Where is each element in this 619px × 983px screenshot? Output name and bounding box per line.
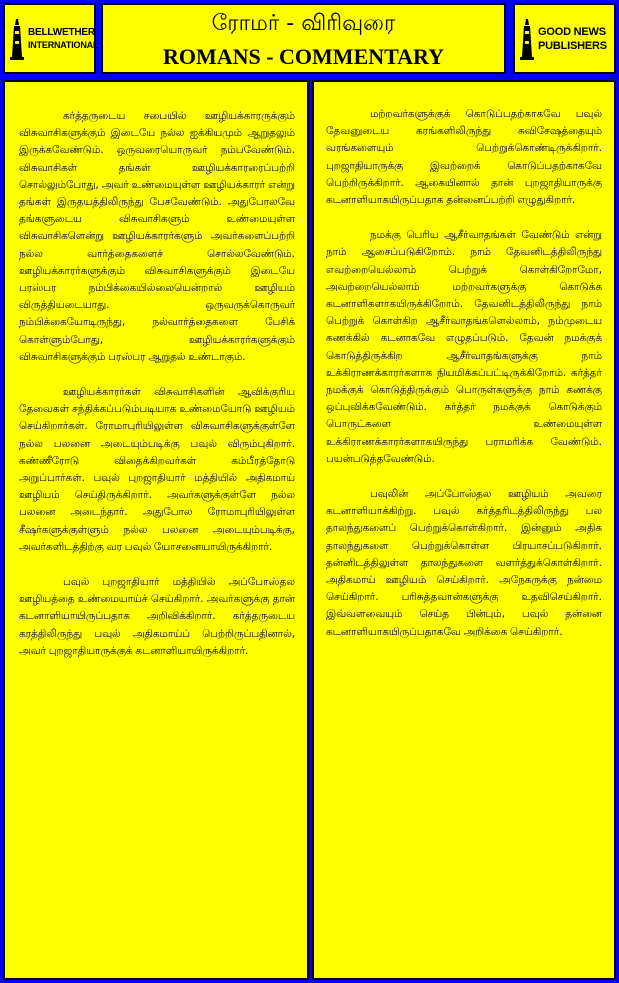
right-column	[312, 80, 616, 980]
title-box	[101, 3, 506, 74]
good-news-logo-box	[513, 3, 616, 74]
lighthouse-icon	[519, 17, 535, 61]
bellwether-logo-line1: BELLWETHER	[28, 26, 95, 38]
good-news-logo-line2: PUBLISHERS	[538, 39, 607, 52]
page-title-english: ROMANS - COMMENTARY	[162, 44, 445, 69]
bellwether-logo-box	[3, 3, 99, 74]
paragraph: பவுல் புறஜாதியார் மத்தியில் அப்போஸ்தல ஊழியத்தை உண்மையாய்ச் செய்கிறார். அவர்களுக்கு தான் கடனாளியாயிருப்பதாக அறிவிக்கிறார். கர்த்தருடைய கரத்திலிருந்து பவுல் அதிகமாய்ப் பெற்றிருப்பதினால், அவர் புறஜாதியாருக்குக் கடனாளியாயிருக்கிறார்.	[19, 576, 295, 657]
paragraph: ஊழியக்காரர்கள் விசுவாசிகளின் ஆவிக்குரிய தேவைகள் சந்திக்கப்படும்படியாக உண்மையோடு ஊழியம் செய்கிறார்கள். ரோமாபுரியிலுள்ள விசுவாசிகளுக்குள்ளே நல்ல பலனை அடையும்படிக்கு பவுல் விரும்புகிறார். கண்ணீரோடு விதைக்கிறவர்கள் கம்பீரத்தோடு அறுப்பார்கள். பவுல் புறஜாதியார் மத்தியில் அதிகமாய் ஊழியம் செய்திருக்கிறார். அவர்களுக்குள்ளே நல்ல பலனை அடைந்தார். அதுபோல ரோமாபுரியிலுள்ள சீஷர்களுக்குள்ளும் நல்ல பலனை அடையும்படிக்கு, அவர்களிடத்திற்கு வர பவுல் யோசனையாயிருக்கிறார்.	[19, 386, 295, 553]
left-column	[3, 80, 309, 980]
paragraph: நமக்கு பெரிய ஆசீர்வாதங்கள் வேண்டும் என்று நாம் ஆசைப்படுகிறோம். நாம் தேவனிடத்திலிருந்து எவற்றையெல்லாம் பெற்றுக் கொள்கிறோமோ, அவற்றையெல்லாம் மற்றவர்களுக்கு கொடுக்க கடனாளிகளாகயிருக்கிறோம். தேவனிடத்திலிருந்து நாம் பெற்றுக் கொள்கிற ஆசீர்வாதங்களெல்லாம், நம்முடைய கணக்கில் கடனாகவே எழுதப்படும். தேவன் நமக்குக் கொடுத்திருக்கிற ஆசீர்வாதங்களுக்கு நாம் உக்கிராணக்காரர்களாக நியமிக்கப்பட்டிருக்கிறோம். கர்த்தர் நமக்குக் கொடுத்திருக்கும் பொருள்களுக்கு நாம் கணக்கு ஒப்புவிக்கவேண்டும். கர்த்தர் நமக்குக் கொடுக்கும் பொருட்களை உண்மையுள்ள உக்கிராணக்காரர்களாகயிருந்து பராமரிக்க வேண்டும். பயன்படுத்தவேண்டும்.	[326, 229, 602, 465]
good-news-logo-line1: GOOD NEWS	[538, 25, 606, 38]
page-title-tamil: ரோமர் - விரிவுரை	[211, 11, 396, 36]
bellwether-logo-line2: INTERNATIONAL	[28, 39, 99, 50]
lighthouse-icon	[9, 17, 25, 61]
paragraph: மற்றவர்களுக்குக் கொடுப்பதற்காகவே பவுல் தேவனுடைய கரங்களிலிருந்து சுவிசேஷத்தையும் வரங்களையும் பெற்றுக்கொண்டிருக்கிறார். புறஜாதியாருக்கு இவற்றைக் கொடுப்பதற்காகவே பெற்றிருக்கிறார். ஆகையினால் தான் புறஜாதியாருக்கு கடனாளியாகயிருப்பதாக தன்னைப்பற்றி எழுதுகிறார்.	[326, 108, 602, 207]
paragraph: கர்த்தருடைய சபையில் ஊழியக்காரருக்கும் விசுவாசிகளுக்கும் இடையே நல்ல ஐக்கியமும் ஆறுதலும் இருக்கவேண்டும். ஒருவரையொருவர் நம்பவேண்டும். விசுவாசிகள் தங்கள் ஊழியக்காரரைப்பற்றி சொல்லும்போது, அவர் உண்மையுள்ள ஊழியக்காரர் என்று தங்கள் இருதயத்திலிருந்து பேசவேண்டும். அதுபோலவே தங்களுடைய விசுவாசிகளும் உண்மையுள்ள விசுவாசிகளென்று ஊழியக்காரர்களும் அவர்களைப்பற்றி நல்ல வார்த்தைகளைச் சொல்லவேண்டும். ஊழியக்காரர்களுக்கும் விசுவாசிகளுக்கும் இடையே பரஸ்பர நம்பிக்கையில்லையென்றால் ஊழியம் விருத்தியடையாது. ஒருவருக்கொருவர் நம்பிக்கையோடிருந்து, நல்வார்த்தைகளை பேசிக் கொள்ளும்போது, ஊழியக்காரர்களுக்கும் விசுவாசிகளுக்கும் பரஸ்பர ஆறுதல் உண்டாகும்.	[19, 110, 295, 363]
paragraph: பவுலின் அப்போஸ்தல ஊழியம் அவரை கடனாளியாக்கிற்று. பவுல் கர்த்தரிடத்திலிருந்து பல தாலந்துகளைப் பெற்றுக்கொள்கிறார். இன்னும் அதிக தாலந்துகளை பெற்றுக்கொள்ள பிரயாசப்படுகிறார். தன்னிடத்திலுள்ள தாலந்துகளை வளர்த்துக்கொள்கிறார். அதிகமாய் ஊழியம் செய்கிறார். அநேகருக்கு நன்மை செய்கிறார். பரிசுத்தவான்களுக்கு உதவிசெய்கிறார். இவ்வளவையும் செய்த பின்பும், பவுல் தன்னை கடனாளியாகயிருப்பதாகவே அறிக்கை செய்கிறார்.	[326, 488, 602, 638]
